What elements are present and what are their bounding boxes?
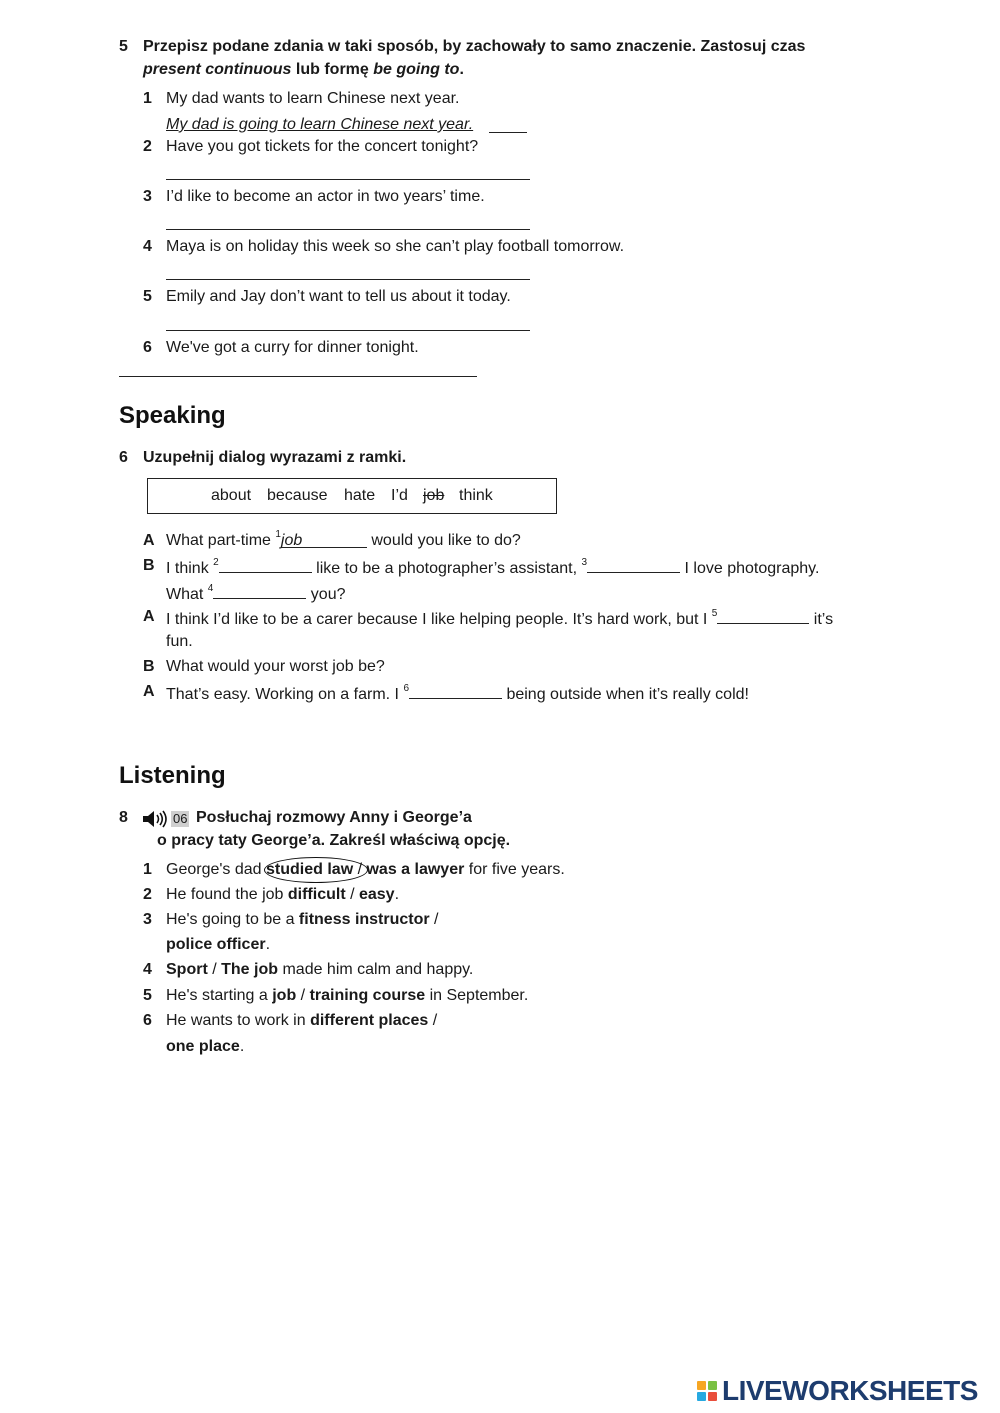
choice-sentence xyxy=(166,987,528,1005)
logo-square xyxy=(697,1392,706,1401)
item-sentence: Emily and Jay don’t want to tell us about it today. xyxy=(166,288,511,305)
liveworksheets-logo-icon xyxy=(697,1381,719,1405)
example-answer: job xyxy=(280,532,303,549)
option-separator: / xyxy=(428,1012,438,1029)
exercise-instruction: Posłuchaj rozmowy Anny i George’a xyxy=(196,809,472,826)
gap-number: 4 xyxy=(207,582,214,594)
gap-example xyxy=(281,532,367,548)
sentence-text: George's dad xyxy=(166,861,267,878)
item-number: 1 xyxy=(143,90,152,107)
item-number: 2 xyxy=(143,138,152,155)
section-heading-speaking: Speaking xyxy=(119,402,226,429)
gap-input[interactable] xyxy=(717,608,809,624)
example-answer: My dad is going to learn Chinese next year. xyxy=(166,116,474,133)
item-number: 6 xyxy=(143,339,152,356)
dialog-text: I think xyxy=(166,560,214,577)
instruction-term-be-going-to: be going to xyxy=(373,61,460,78)
answer-line[interactable] xyxy=(166,330,530,331)
sentence-text: . xyxy=(239,1038,245,1055)
section-heading-listening: Listening xyxy=(119,762,226,789)
dialog-text: That’s easy. Working on a farm. I xyxy=(166,686,404,703)
sentence-text: in September. xyxy=(425,987,529,1004)
answer-line[interactable] xyxy=(166,229,530,230)
option-b[interactable]: training course xyxy=(309,987,426,1004)
sentence-text: . xyxy=(394,886,400,903)
option-b[interactable]: The job xyxy=(221,961,279,978)
dialog-speaker: B xyxy=(143,658,155,675)
dialog-speaker: B xyxy=(143,557,155,574)
option-b[interactable]: was a lawyer xyxy=(366,861,465,878)
word-box xyxy=(147,478,557,514)
sentence-text: for five years. xyxy=(464,861,565,878)
dialog-line xyxy=(166,583,346,604)
item-number: 2 xyxy=(143,886,152,903)
logo-square xyxy=(708,1381,717,1390)
exercise-instruction: Uzupełnij dialog wyrazami z ramki. xyxy=(143,449,407,466)
dialog-text: I love photography. xyxy=(680,560,820,577)
logo-square xyxy=(697,1381,706,1390)
option-separator: / xyxy=(353,861,367,878)
dialog-text: like to be a photographer’s assistant, xyxy=(311,560,582,577)
word-box-item-used: job xyxy=(423,487,445,504)
dialog-line xyxy=(166,528,521,550)
gap-input[interactable] xyxy=(213,583,306,599)
word-box-item: because xyxy=(267,487,328,504)
item-number: 5 xyxy=(143,987,152,1004)
item-number: 4 xyxy=(143,961,152,978)
dialog-speaker: A xyxy=(143,608,155,625)
sentence-text: He's starting a xyxy=(166,987,273,1004)
option-b[interactable]: easy xyxy=(358,886,395,903)
item-number: 4 xyxy=(143,238,152,255)
gap-number: 3 xyxy=(581,556,588,568)
option-a[interactable]: different places xyxy=(310,1012,429,1029)
sentence-text: . xyxy=(265,936,271,953)
choice-sentence-cont xyxy=(166,936,270,954)
option-a[interactable]: job xyxy=(272,987,297,1004)
instruction-term-present-continuous: present continuous xyxy=(143,61,292,78)
word-box-item: think xyxy=(459,487,493,504)
item-sentence: My dad wants to learn Chinese next year. xyxy=(166,90,460,107)
item-sentence: I’d like to become an actor in two years’ time. xyxy=(166,188,485,205)
option-a[interactable]: difficult xyxy=(287,886,346,903)
item-sentence: We've got a curry for dinner tonight. xyxy=(166,339,419,356)
answer-line[interactable] xyxy=(166,179,530,180)
exercise-number: 8 xyxy=(119,809,128,826)
track-number: 06 xyxy=(173,811,188,826)
dialog-line: What would your worst job be? xyxy=(166,658,385,675)
exercise-number: 6 xyxy=(119,449,128,466)
exercise-instruction-line2 xyxy=(143,61,464,79)
answer-line[interactable] xyxy=(166,279,530,280)
choice-sentence-cont xyxy=(166,1038,244,1056)
choice-sentence xyxy=(166,1012,437,1030)
sentence-text: He's going to be a xyxy=(166,911,299,928)
option-separator: / xyxy=(429,911,439,928)
item-number: 6 xyxy=(143,1012,152,1029)
sentence-text: made him calm and happy. xyxy=(278,961,474,978)
dialog-line: fun. xyxy=(166,633,193,650)
option-b[interactable]: one place xyxy=(166,1038,240,1055)
gap-input[interactable] xyxy=(587,557,680,573)
item-sentence: Maya is on holiday this week so she can’t play football tomorrow. xyxy=(166,238,625,255)
item-sentence: Have you got tickets for the concert tonight? xyxy=(166,138,479,155)
gap-number: 2 xyxy=(213,556,219,568)
dialog-speaker: A xyxy=(143,683,155,700)
liveworksheets-logo[interactable]: LIVEWORKSHEETS xyxy=(722,1375,978,1406)
dialog-text: What xyxy=(166,586,208,603)
option-separator: / xyxy=(207,961,222,978)
logo-square xyxy=(708,1392,717,1401)
dialog-text: being outside when it’s really cold! xyxy=(502,686,749,703)
choice-sentence xyxy=(166,911,439,929)
item-number: 3 xyxy=(143,911,152,928)
dialog-text: would you like to do? xyxy=(366,532,521,549)
item-number: 5 xyxy=(143,288,152,305)
instruction-period: . xyxy=(459,61,464,78)
word-box-item: about xyxy=(211,487,252,504)
exercise-number: 5 xyxy=(119,38,128,55)
dialog-text: I think I’d like to be a carer because I like helping people. It’s hard work, but I xyxy=(166,611,712,628)
choice-sentence xyxy=(166,886,399,904)
gap-number: 6 xyxy=(403,682,409,694)
exercise-instruction-line2: o pracy taty George’a. Zakreśl właściwą opcję. xyxy=(157,832,511,849)
item-number: 1 xyxy=(143,861,152,878)
dialog-text: you? xyxy=(306,586,346,603)
instruction-connector: lub formę xyxy=(291,61,374,78)
option-separator: / xyxy=(345,886,359,903)
dialog-line xyxy=(166,557,819,578)
item-number: 3 xyxy=(143,188,152,205)
dialog-line xyxy=(166,683,749,704)
dialog-line xyxy=(166,608,833,629)
gap-input[interactable] xyxy=(219,557,312,573)
gap-number: 5 xyxy=(711,607,718,619)
option-a[interactable]: Sport xyxy=(166,961,208,978)
option-separator: / xyxy=(296,987,310,1004)
sentence-text: He wants to work in xyxy=(166,1012,311,1029)
choice-sentence xyxy=(166,961,473,979)
sentence-text: He found the job xyxy=(166,886,288,903)
option-a[interactable]: fitness instructor xyxy=(298,911,430,928)
answer-line[interactable] xyxy=(119,376,477,377)
gap-input[interactable] xyxy=(409,683,502,699)
selection-circle xyxy=(264,857,368,883)
word-box-item: hate xyxy=(344,487,376,504)
option-b[interactable]: police officer xyxy=(166,936,266,953)
dialog-text: What part-time xyxy=(166,532,276,549)
word-box-item: I’d xyxy=(391,487,408,504)
gap-number: 1 xyxy=(275,528,281,540)
dialog-text: it’s xyxy=(809,611,834,628)
option-a[interactable]: studied law xyxy=(266,861,354,878)
exercise-instruction: Przepisz podane zdania w taki sposób, by zachowały to samo znaczenie. Zastosuj czas xyxy=(143,38,806,55)
answer-line xyxy=(489,132,527,133)
dialog-speaker: A xyxy=(143,532,155,549)
speaker-icon[interactable] xyxy=(142,810,170,828)
